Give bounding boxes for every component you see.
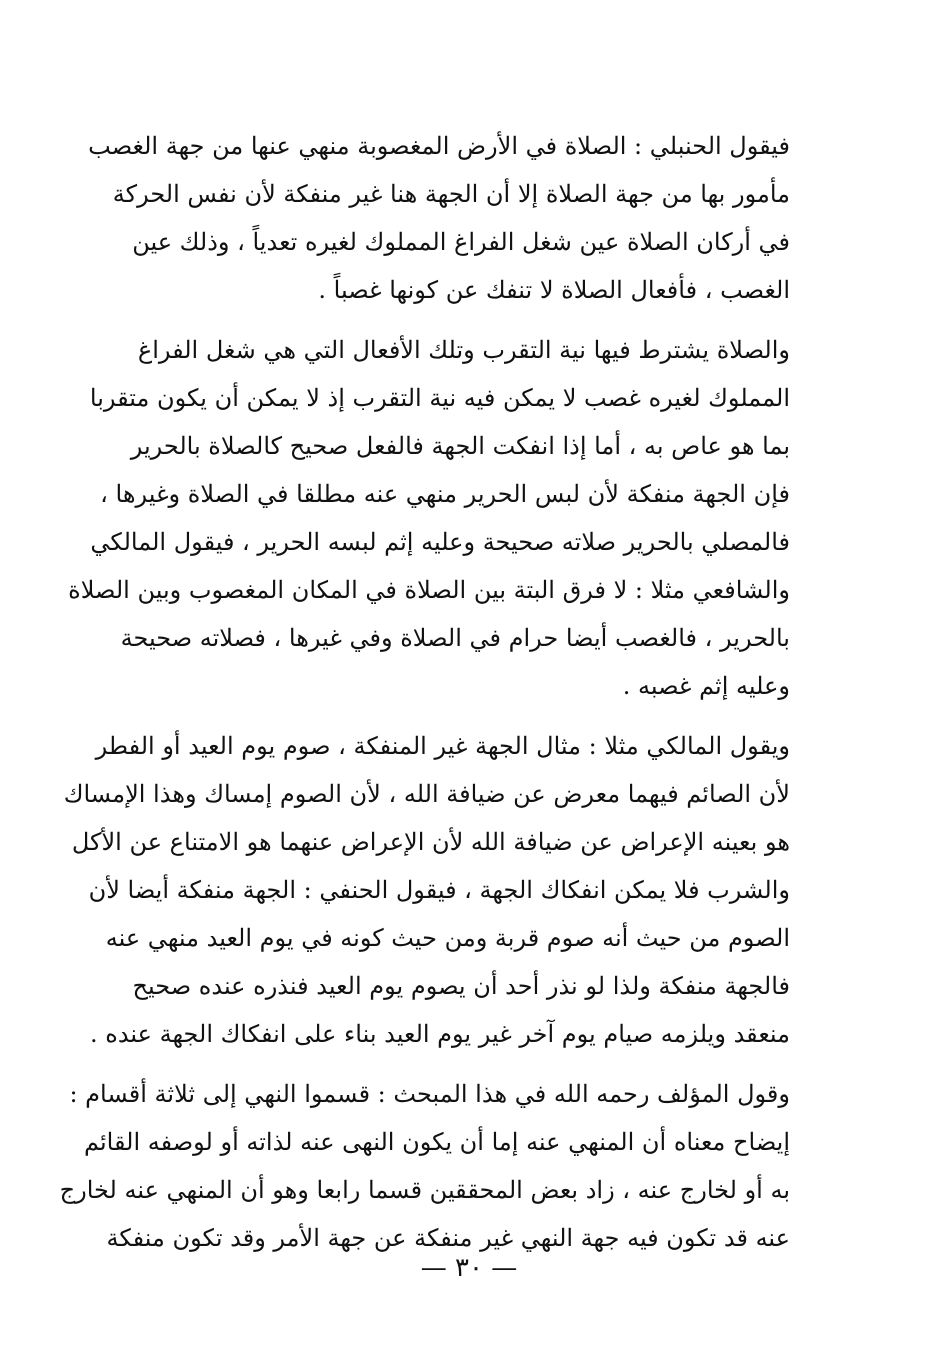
- text-line: والصلاة يشترط فيها نية التقرب وتلك الأفعال التي هي شغل الفراغ: [137, 336, 790, 364]
- paragraph-2: [68, 326, 790, 710]
- text-line: بما هو عاص به ، أما إذا انفكت الجهة فالفعل صحيح كالصلاة بالحرير: [130, 432, 790, 460]
- text-line: والشرب فلا يمكن انفكاك الجهة ، فيقول الحنفي : الجهة منفكة أيضا لأن: [88, 876, 790, 904]
- paragraph-1: [88, 122, 790, 314]
- text-line: فالمصلي بالحرير صلاته صحيحة وعليه إثم لبسه الحرير ، فيقول المالكي: [90, 528, 790, 556]
- text-line: عنه قد تكون فيه جهة النهي غير منفكة عن جهة الأمر وقد تكون منفكة: [106, 1224, 790, 1252]
- page-text-body: [59, 122, 790, 1274]
- page-number: — ٣٠ —: [420, 1253, 518, 1283]
- text-line: في أركان الصلاة عين شغل الفراغ المملوك لغيره تعدياً ، وذلك عين: [132, 228, 790, 256]
- text-line: الصوم من حيث أنه صوم قربة ومن حيث كونه في يوم العيد منهي عنه: [105, 924, 790, 952]
- text-line: الغصب ، فأفعال الصلاة لا تنفك عن كونها غصباً .: [318, 276, 790, 304]
- text-line: مأمور بها من جهة الصلاة إلا أن الجهة هنا غير منفكة لأن نفس الحركة: [112, 180, 790, 208]
- text-line: ويقول المالكي مثلا : مثال الجهة غير المنفكة ، صوم يوم العيد أو الفطر: [95, 732, 790, 760]
- text-line: لأن الصائم فيهما معرض عن ضيافة الله ، لأن الصوم إمساك وهذا الإمساك: [63, 780, 790, 808]
- text-line: والشافعي مثلا : لا فرق البتة بين الصلاة في المكان المغصوب وبين الصلاة: [68, 576, 790, 604]
- text-line: منعقد ويلزمه صيام يوم آخر غير يوم العيد بناء على انفكاك الجهة عنده .: [89, 1020, 790, 1048]
- text-line: وقول المؤلف رحمه الله في هذا المبحث : قسموا النهي إلى ثلاثة أقسام :: [69, 1080, 790, 1108]
- text-line: إيضاح معناه أن المنهي عنه إما أن يكون النهى عنه لذاته أو لوصفه القائم: [84, 1128, 790, 1156]
- paragraph-3: [63, 722, 790, 1058]
- text-line: فالجهة منفكة ولذا لو نذر أحد أن يصوم يوم العيد فنذره عنده صحيح: [132, 972, 790, 1000]
- text-line: فيقول الحنبلي : الصلاة في الأرض المغصوبة منهي عنها من جهة الغصب: [88, 132, 790, 160]
- text-line: المملوك لغيره غصب لا يمكن فيه نية التقرب إذ لا يمكن أن يكون متقربا: [89, 384, 790, 412]
- text-line: وعليه إثم غصبه .: [622, 672, 790, 700]
- text-line: فإن الجهة منفكة لأن لبس الحرير منهي عنه مطلقا في الصلاة وغيرها ،: [100, 480, 790, 508]
- text-line: هو بعينه الإعراض عن ضيافة الله لأن الإعراض عنهما هو الامتناع عن الأكل: [71, 828, 790, 856]
- text-line: به أو لخارج عنه ، زاد بعض المحققين قسما رابعا وهو أن المنهي عنه لخارج: [59, 1176, 790, 1204]
- text-line: بالحرير ، فالغصب أيضا حرام في الصلاة وفي غيرها ، فصلاته صحيحة: [120, 624, 790, 652]
- paragraph-4: [59, 1070, 790, 1262]
